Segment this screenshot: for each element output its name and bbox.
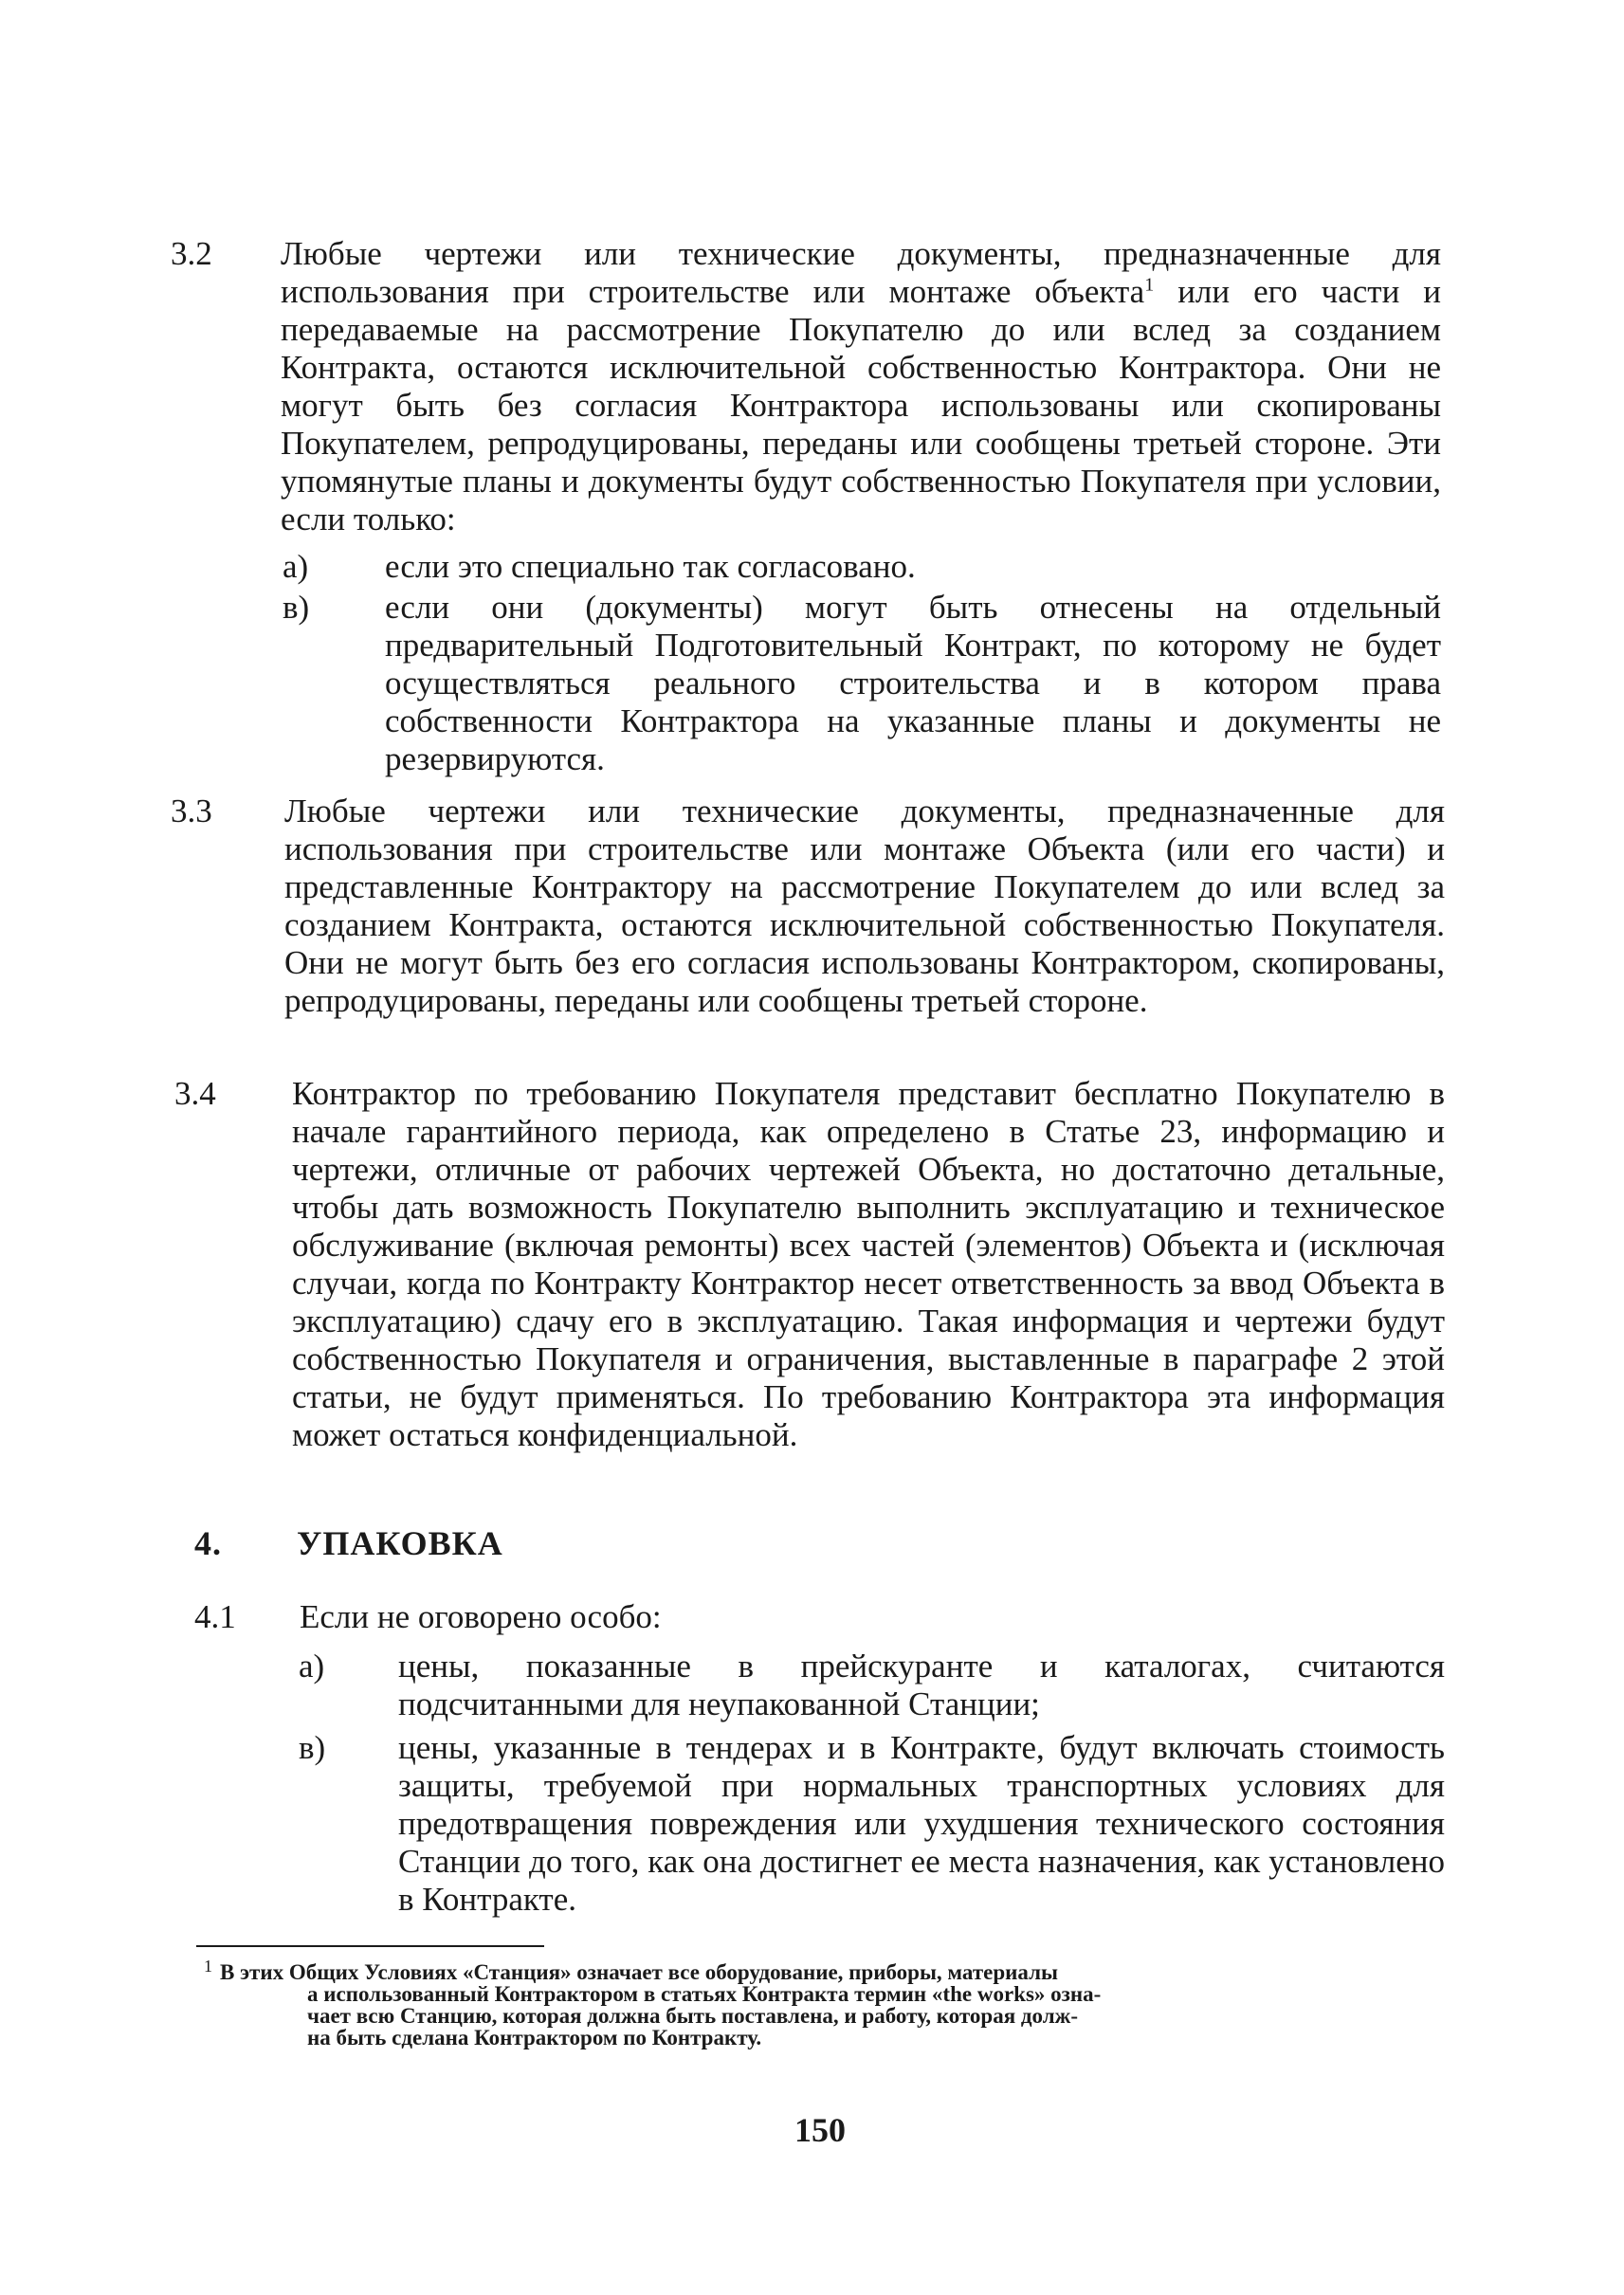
footnote-separator <box>196 1945 544 1947</box>
clause-3-3-text: Любые чертежи или технические документы, предназначенные для использования при строительстве или монтаже Объекта (или его части) и представленные Контрактору на рассмотрение Покупателем до или вслед за созданием Контракта, остаются исключительной собственностью Покупателя. Они не могут быть без его согласия использованы Контрактором, скопированы, репродуцированы, переданы или сообщены третьей стороне. <box>284 792 1445 1019</box>
clause-3-4-text: Контрактор по требованию Покупателя представит бесплатно Покупателю в начале гарантийного периода, как определено в Статье 23, информацию и чертежи, отличные от рабочих чертежей Объекта, но достаточно детальные, чтобы дать возможность Покупателю выполнить эксплуатацию и техническое обслуживание (включая ремонты) всех частей (элементов) Объекта и (исключая случаи, когда по Контракту Контрактор несет ответственность за ввод Объекта в эксплуатацию) сдачу его в эксплуатацию. Такая информация и чертежи будут собственностью Покупателя и ограничения, выставленные в параграфе 2 этой статьи, не будут применяться. По требованию Контрактора эта информация может остаться конфиденциальной. <box>292 1075 1445 1453</box>
clause-3-2-item-b-label: в) <box>283 589 310 626</box>
clause-4-1-item-b-label: в) <box>299 1729 326 1766</box>
footnote-line-1: В этих Общих Условиях «Станция» означает все оборудование, приборы, материалы <box>220 1960 1058 1984</box>
clause-3-2-text-part2: или его части и передаваемые на рассмотрение Покупателю до или вслед за созданием Контракта, остаются исключительной собственностью Контрактора. Они не могут быть без согласия Контрактора использованы или скопированы Покупателем, репродуцированы, переданы или сообщены третьей стороне. Эти упомянутые планы и документы будут собственностью Покупателя при условии, если только: <box>281 273 1442 537</box>
footnote-reference: 1 <box>1144 274 1155 296</box>
footnote-line-3: чает всю Станцию, которая должна быть поставлена, и работу, которая долж- <box>307 2004 1078 2028</box>
clause-4-1-intro: Если не оговорено особо: <box>300 1598 662 1635</box>
footnote-line-4: на быть сделана Контрактором по Контракту. <box>307 2026 762 2049</box>
section-4-title: УПАКОВКА <box>297 1524 503 1562</box>
clause-3-2-item-b-text: если они (документы) могут быть отнесены на отдельный предварительный Подготовительный Контракт, по которому не будет осуществляться реального строительства и в котором права собственности Контрактора на указанные планы и документы не резервируются. <box>385 589 1441 777</box>
clause-3-2-item-a-label: а) <box>283 548 309 585</box>
footnote-line-2: а использованный Контрактором в статьях Контракта термин «the works» озна- <box>307 1982 1102 2006</box>
clause-3-2-item-a-text: если это специально так согласовано. <box>385 548 916 585</box>
footnote-text <box>220 1961 1464 2049</box>
clause-number-3-4: 3.4 <box>174 1075 216 1112</box>
clause-4-1-item-b-text: цены, указанные в тендерах и в Контракте, будут включать стоимость защиты, требуемой при нормальных транспортных условиях для предотвращения повреждения или ухудшения технического состояния Станции до того, как она достигнет ее места назначения, как установлено в Контракте. <box>398 1729 1445 1918</box>
clause-4-1-item-a-text: цены, показанные в прейскуранте и каталогах, считаются подсчитанными для неупакованной Станции; <box>398 1648 1445 1722</box>
footnote-mark: 1 <box>204 1957 212 1976</box>
page-number: 150 <box>794 2111 846 2149</box>
section-4-number: 4. <box>194 1524 222 1562</box>
clause-3-2-text <box>281 235 1441 538</box>
clause-4-1-item-a-label: а) <box>299 1648 325 1685</box>
clause-number-3-3: 3.3 <box>171 792 212 829</box>
clause-number-3-2: 3.2 <box>171 235 212 272</box>
clause-3-2-text-part1: Любые чертежи или технические документы, предназначенные для использования при строительстве или монтаже объекта <box>281 235 1441 310</box>
clause-number-4-1: 4.1 <box>194 1598 236 1635</box>
